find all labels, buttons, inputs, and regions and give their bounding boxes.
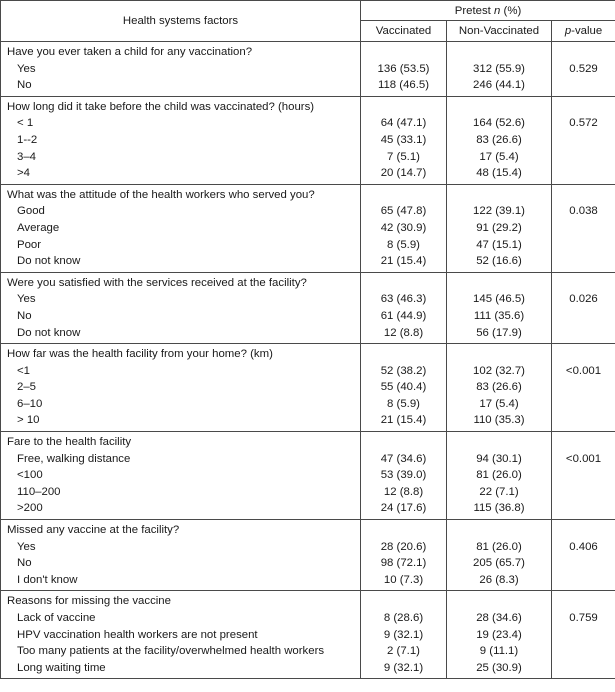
- vaccinated-value: 63 (46.3): [380, 293, 427, 306]
- p-value: 0.572: [569, 117, 598, 130]
- vaccinated-cell: [361, 184, 447, 272]
- table-row: [1, 344, 615, 432]
- table-row: [1, 96, 615, 184]
- p-value: <0.001: [565, 452, 602, 465]
- p-value-cell: [552, 96, 615, 184]
- question-label: How far was the health facility from your home? (km): [7, 348, 273, 361]
- vaccinated-value: 65 (47.8): [380, 205, 427, 218]
- non-vaccinated-value: 111 (35.6): [473, 309, 525, 322]
- table-row: [1, 432, 615, 520]
- question-label: Were you satisfied with the services received at the facility?: [7, 276, 307, 289]
- factor-cell: [1, 591, 361, 679]
- option-label: Long waiting time: [17, 661, 106, 674]
- option-label: >4: [17, 167, 30, 180]
- vaccinated-value: 53 (39.0): [380, 469, 427, 482]
- option-label: 6–10: [17, 397, 43, 410]
- option-label: Yes: [17, 540, 36, 553]
- pretest-header: Pretest n (%): [361, 1, 615, 21]
- option-label: <100: [17, 469, 43, 482]
- factors-header: Health systems factors: [1, 1, 361, 42]
- non-vaccinated-value: 83 (26.6): [476, 133, 522, 146]
- non-vaccinated-cell: [447, 42, 552, 97]
- option-label: 1--2: [17, 133, 38, 146]
- p-value: 0.406: [569, 540, 598, 553]
- p-value-cell: [552, 272, 615, 343]
- table-row: [1, 591, 615, 679]
- option-label: <1: [17, 364, 30, 377]
- vaccinated-cell: [361, 432, 447, 520]
- vaccinated-value: 136 (53.5): [377, 62, 430, 75]
- factor-cell: [1, 96, 361, 184]
- table-row: [1, 184, 615, 272]
- non-vaccinated-value: 47 (15.1): [476, 238, 522, 251]
- table-row: [1, 272, 615, 343]
- vaccinated-value: 8 (28.6): [383, 612, 424, 624]
- p-value-cell: [552, 520, 615, 591]
- vaccinated-value: 7 (5.1): [387, 150, 420, 163]
- non-vaccinated-value: 205 (65.7): [473, 557, 525, 570]
- option-label: < 1: [17, 117, 34, 130]
- non-vaccinated-value: 22 (7.1): [479, 485, 519, 498]
- p-value-header: p-value: [552, 21, 615, 42]
- non-vaccinated-value: 48 (15.4): [476, 167, 522, 180]
- non-vaccinated-value: 110 (35.3): [473, 414, 525, 427]
- vaccinated-value: 9 (32.1): [383, 628, 424, 641]
- option-label: Do not know: [17, 326, 81, 339]
- non-vaccinated-value: 17 (5.4): [479, 150, 519, 163]
- option-label: > 10: [17, 414, 40, 427]
- factor-cell: [1, 520, 361, 591]
- question-label: How long did it take before the child was vaccinated? (hours): [7, 100, 315, 113]
- vaccinated-value: 118 (46.5): [377, 79, 430, 92]
- option-label: >200: [17, 502, 43, 515]
- question-label: Reasons for missing the vaccine: [7, 595, 171, 608]
- non-vaccinated-value: 102 (32.7): [473, 364, 525, 377]
- non-vaccinated-cell: [447, 591, 552, 679]
- non-vaccinated-value: 122 (39.1): [473, 205, 525, 218]
- vaccinated-value: 61 (44.9): [380, 309, 427, 322]
- non-vaccinated-value: 81 (26.0): [476, 540, 522, 553]
- option-label: No: [17, 557, 32, 570]
- vaccinated-cell: [361, 96, 447, 184]
- non-vaccinated-value: 83 (26.6): [476, 381, 522, 394]
- vaccinated-header: Vaccinated: [361, 21, 447, 42]
- option-label: Good: [17, 205, 45, 218]
- option-label: I don't know: [17, 573, 78, 586]
- vaccinated-value: 98 (72.1): [380, 557, 427, 570]
- option-label: No: [17, 309, 32, 322]
- non-vaccinated-value: 52 (16.6): [476, 255, 522, 268]
- option-label: Yes: [17, 293, 36, 306]
- option-label: No: [17, 79, 32, 92]
- p-value: 0.529: [569, 62, 598, 75]
- option-label: Do not know: [17, 255, 81, 268]
- vaccinated-value: 52 (38.2): [380, 364, 427, 377]
- p-value: 0.759: [569, 612, 598, 624]
- vaccinated-value: 10 (7.3): [383, 573, 424, 586]
- factor-cell: [1, 184, 361, 272]
- non-vaccinated-header: Non-Vaccinated: [447, 21, 552, 42]
- p-value-cell: [552, 432, 615, 520]
- non-vaccinated-cell: [447, 520, 552, 591]
- table-row: [1, 42, 615, 97]
- vaccinated-value: 8 (5.9): [387, 397, 420, 410]
- question-label: Have you ever taken a child for any vaccination?: [7, 46, 253, 58]
- non-vaccinated-cell: [447, 272, 552, 343]
- p-value: 0.026: [569, 293, 598, 306]
- non-vaccinated-value: 25 (30.9): [476, 661, 522, 674]
- vaccinated-cell: [361, 591, 447, 679]
- vaccinated-value: 20 (14.7): [380, 167, 427, 180]
- non-vaccinated-cell: [447, 432, 552, 520]
- vaccinated-value: 24 (17.6): [380, 502, 427, 515]
- non-vaccinated-cell: [447, 96, 552, 184]
- p-value-cell: [552, 42, 615, 97]
- non-vaccinated-value: 56 (17.9): [476, 326, 522, 339]
- non-vaccinated-value: 246 (44.1): [473, 79, 525, 92]
- vaccinated-value: 12 (8.8): [383, 326, 424, 339]
- vaccinated-value: 8 (5.9): [387, 238, 420, 251]
- factor-cell: [1, 432, 361, 520]
- non-vaccinated-value: 28 (34.6): [476, 612, 522, 624]
- vaccinated-value: 45 (33.1): [380, 133, 427, 146]
- factor-cell: [1, 272, 361, 343]
- vaccinated-value: 12 (8.8): [383, 485, 424, 498]
- p-value-cell: [552, 591, 615, 679]
- vaccinated-value: 64 (47.1): [380, 117, 427, 130]
- vaccinated-value: 21 (15.4): [380, 255, 427, 268]
- non-vaccinated-value: 26 (8.3): [479, 573, 519, 586]
- option-label: Too many patients at the facility/overwhelmed health workers: [17, 645, 325, 658]
- table-row: [1, 520, 615, 591]
- non-vaccinated-cell: [447, 184, 552, 272]
- non-vaccinated-value: 81 (26.0): [476, 469, 522, 482]
- p-value-cell: [552, 344, 615, 432]
- p-value: 0.038: [569, 205, 598, 218]
- non-vaccinated-value: 145 (46.5): [473, 293, 525, 306]
- question-label: What was the attitude of the health workers who served you?: [7, 188, 315, 201]
- question-label: Missed any vaccine at the facility?: [7, 524, 180, 537]
- non-vaccinated-value: 164 (52.6): [473, 117, 525, 130]
- vaccinated-value: 2 (7.1): [387, 645, 420, 658]
- factor-cell: [1, 344, 361, 432]
- option-label: Poor: [17, 238, 42, 251]
- option-label: 2–5: [17, 381, 37, 394]
- vaccinated-cell: [361, 520, 447, 591]
- non-vaccinated-value: 19 (23.4): [476, 628, 522, 641]
- vaccinated-value: 21 (15.4): [380, 414, 427, 427]
- vaccinated-cell: [361, 344, 447, 432]
- vaccinated-cell: [361, 272, 447, 343]
- vaccinated-cell: [361, 42, 447, 97]
- non-vaccinated-value: 115 (36.8): [473, 502, 525, 515]
- vaccinated-value: 28 (20.6): [380, 540, 427, 553]
- question-label: Fare to the health facility: [7, 436, 132, 449]
- option-label: 3–4: [17, 150, 37, 163]
- option-label: Free, walking distance: [17, 452, 131, 465]
- factor-cell: [1, 42, 361, 97]
- vaccinated-value: 42 (30.9): [380, 221, 427, 234]
- non-vaccinated-cell: [447, 344, 552, 432]
- vaccinated-value: 9 (32.1): [383, 661, 424, 674]
- non-vaccinated-value: 312 (55.9): [473, 62, 525, 75]
- non-vaccinated-value: 17 (5.4): [479, 397, 519, 410]
- non-vaccinated-value: 94 (30.1): [476, 452, 522, 465]
- option-label: Yes: [17, 62, 36, 75]
- p-value: <0.001: [565, 364, 602, 377]
- vaccinated-value: 55 (40.4): [380, 381, 427, 394]
- p-value-cell: [552, 184, 615, 272]
- vaccinated-value: 47 (34.6): [380, 452, 427, 465]
- option-label: HPV vaccination health workers are not present: [17, 628, 258, 641]
- non-vaccinated-value: 9 (11.1): [479, 645, 519, 658]
- option-label: 110–200: [17, 485, 61, 498]
- option-label: Lack of vaccine: [17, 612, 96, 624]
- non-vaccinated-value: 91 (29.2): [476, 221, 522, 234]
- option-label: Average: [17, 221, 60, 234]
